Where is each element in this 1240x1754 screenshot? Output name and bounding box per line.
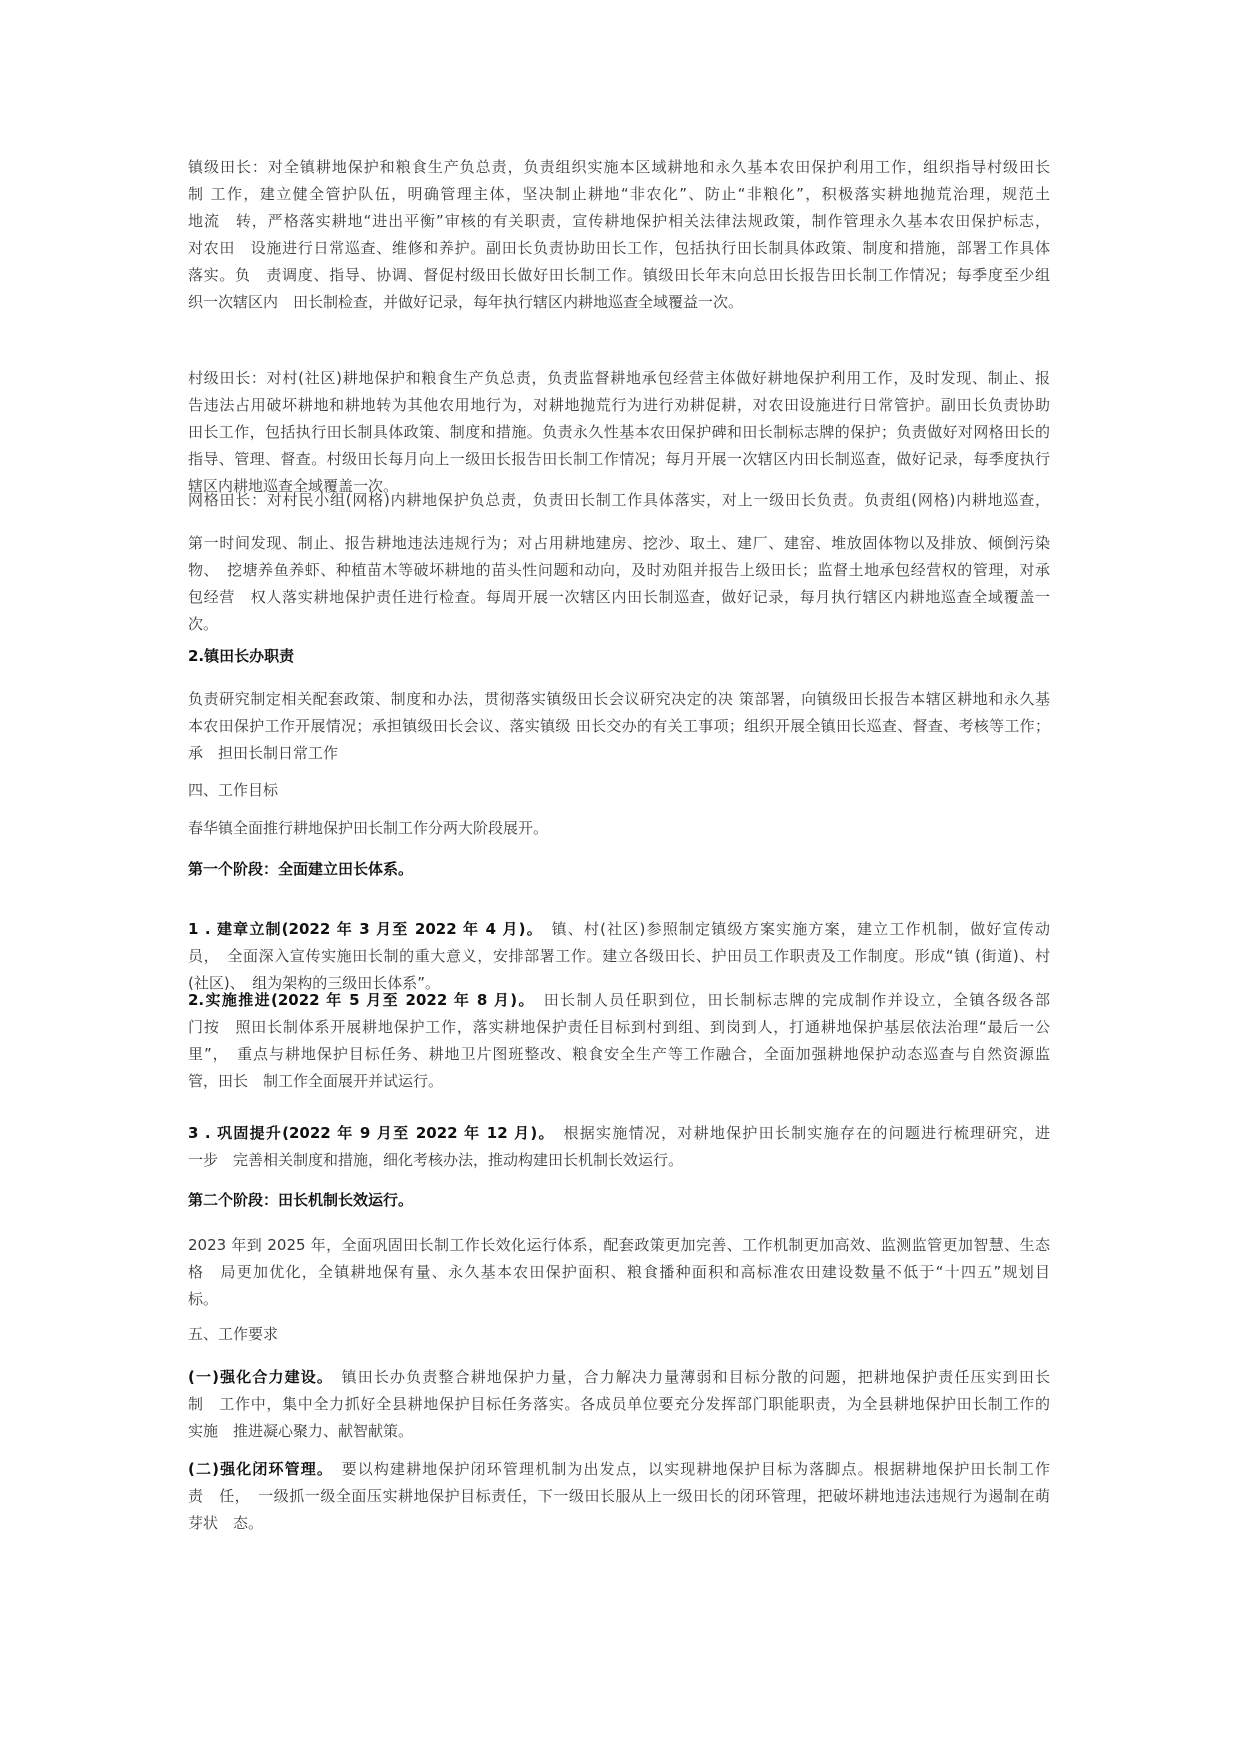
requirement-item-2 (188, 1456, 1050, 1537)
text-line: 春华镇全面推行耕地保护田长制工作分两大阶段展开。 (188, 819, 549, 837)
text-line: 镇级田长：对全镇耕地保护和粮食生产负总责，负责组织实施本区域耕地和永久基本农田保护利用工作，组织指导村级田长 (188, 158, 1050, 176)
town-chief-duties-paragraph (188, 154, 1050, 316)
text-line: 负责研究制定相关配套政策、制度和办法，贯彻落实镇级田长会议研究决定的决 策部署，向镇级田长报告本辖区耕地和永久基 (188, 690, 1050, 708)
item-text: 镇、村(社区)参照制定镇级方案实施方案，建立工作机制，做好宣传动 (551, 920, 1050, 938)
section-heading-requirements (188, 1321, 1050, 1348)
grid-chief-duties-paragraph (188, 487, 1050, 514)
text-line: 门按 照田长制体系开展耕地保护工作，落实耕地保护责任目标到村到组、到岗到人，打通耕地保护基层依法治理“最后一公 (188, 1018, 1050, 1036)
heading-text: 第一个阶段：全面建立田长体系。 (188, 860, 414, 878)
grid-chief-duties-continued (188, 530, 1050, 638)
text-line: 物、 挖塘养鱼养虾、种植苗木等破坏耕地的苗头性问题和动向，及时劝阻并报告上级田长；监督土地承包经营权的管理，对承 (188, 561, 1050, 579)
stage-item-2 (188, 987, 1050, 1095)
item-title: (一)强化合力建设。 (188, 1368, 326, 1386)
stage-two-heading (188, 1187, 1050, 1214)
text-line: 制 工作中，集中全力抓好全县耕地保护目标任务落实。各成员单位要充分发挥部门职能职责，为全县耕地保护田长制工作的 (188, 1395, 1050, 1413)
item-title: 2.实施推进(2022 年 5 月至 2022 年 8 月)。 (188, 991, 528, 1009)
text-line: 对农田 设施进行日常巡查、维修和养护。副田长负责协助田长工作，包括执行田长制具体政策、制度和措施，部署工作具体 (188, 239, 1050, 257)
village-chief-duties-paragraph (188, 365, 1050, 500)
text-line (188, 987, 1050, 1014)
text-line: 本农田保护工作开展情况；承担镇级田长会议、落实镇级 田长交办的有关工事项；组织开展全镇田长巡查、督查、考核等工作； (188, 717, 1050, 735)
item-text: 根据实施情况，对耕地保护田长制实施存在的问题进行梳理研究，进 (563, 1124, 1050, 1142)
text-line: 里”， 重点与耕地保护目标任务、耕地卫片图班整改、粮食安全生产等工作融合，全面加强耕地保护动态巡查与自然资源监 (188, 1045, 1050, 1063)
town-office-duties-paragraph (188, 686, 1050, 767)
section-heading-goals (188, 777, 1050, 804)
heading-text: 四、工作目标 (188, 781, 279, 799)
text-line (188, 1456, 1050, 1483)
goals-intro-paragraph (188, 815, 1050, 842)
text-line: 织一次辖区内 田长制检查，并做好记录，每年执行辖区内耕地巡查全域覆益一次。 (188, 293, 744, 311)
stage-two-paragraph (188, 1232, 1050, 1313)
item-text: 镇田长办负责整合耕地保护力量，合力解决力量薄弱和目标分散的问题，把耕地保护责任压实到田长 (341, 1368, 1050, 1386)
heading-text: 五、工作要求 (188, 1325, 279, 1343)
text-line (188, 916, 1050, 943)
text-line: 告违法占用破坏耕地和耕地转为其他农用地行为，对耕地抛荒行为进行劝耕促耕，对农田设施进行日常管护。副田长负责协助 (188, 396, 1050, 414)
text-line: 田长工作，包括执行田长制具体政策、制度和措施。负责永久性基本农田保护碑和田长制标志牌的保护；负责做好对网格田长的 (188, 423, 1050, 441)
item-title: (二)强化闭环管理。 (188, 1460, 326, 1478)
stage-item-1 (188, 916, 1050, 997)
item-title: 1 . 建章立制(2022 年 3 月至 2022 年 4 月)。 (188, 920, 536, 938)
text-line: 次。 (188, 615, 219, 633)
text-line: 管，田长 制工作全面展开并试运行。 (188, 1072, 444, 1090)
text-line: (社区)、 组为架构的三级田长体系”。 (188, 974, 440, 992)
text-line: 地流 转，严格落实耕地“进出平衡”审核的有关职责，宣传耕地保护相关法律法规政策，制作管理永久基本农田保护标志， (188, 212, 1050, 230)
text-line: 落实。负 责调度、指导、协调、督促村级田长做好田长制工作。镇级田长年末向总田长报告田长制工作情况；每季度至少组 (188, 266, 1050, 284)
text-line: 辖区内耕地巡查全域覆盖一次。 (188, 477, 399, 495)
text-line: 指导、管理、督查。村级田长每月向上一级田长报告田长制工作情况；每月开展一次辖区内田长制巡查，做好记录，每季度执行 (188, 450, 1050, 468)
item-text: 田长制人员任职到位，田长制标志牌的完成制作并设立，全镇各级各部 (543, 991, 1050, 1009)
text-line: 格 局更加优化，全镇耕地保有量、永久基本农田保护面积、粮食播种面积和高标准农田建设数量不低于“十四五”规划目 (188, 1263, 1050, 1281)
heading-text: 2.镇田长办职责 (188, 647, 295, 665)
heading-text: 第二个阶段：田长机制长效运行。 (188, 1191, 414, 1209)
requirement-item-1 (188, 1364, 1050, 1445)
text-line: 实施 推进凝心聚力、献智献策。 (188, 1422, 414, 1440)
text-line: 网格田长：对村民小组(网格)内耕地保护负总责，负责田长制工作具体落实，对上一级田长负责。负责组(网格)内耕地巡查， (188, 491, 1050, 509)
text-line: 承 担田长制日常工作 (188, 744, 339, 762)
text-line: 2023 年到 2025 年，全面巩固田长制工作长效化运行体系，配套政策更加完善、工作机制更加高效、监测监管更加智慧、生态 (188, 1236, 1050, 1254)
text-line: 员， 全面深入宣传实施田长制的重大意义，安排部署工作。建立各级田长、护田员工作职责及工作制度。形成“镇 (街道)、村 (188, 947, 1050, 965)
text-line: 包经营 权人落实耕地保护责任进行检查。每周开展一次辖区内田长制巡查，做好记录，每月执行辖区内耕地巡查全域覆盖一 (188, 588, 1050, 606)
text-line (188, 1364, 1050, 1391)
text-line (188, 1120, 1050, 1147)
item-title: 3 . 巩固提升(2022 年 9 月至 2022 年 12 月)。 (188, 1124, 548, 1142)
text-line: 一步 完善相关制度和措施，细化考核办法，推动构建田长机制长效运行。 (188, 1151, 684, 1169)
text-line: 责 任， 一级抓一级全面压实耕地保护目标责任，下一级田长服从上一级田长的闭环管理，把破坏耕地违法违规行为遏制在萌 (188, 1487, 1050, 1505)
stage-item-3 (188, 1120, 1050, 1174)
text-line: 制 工作，建立健全管护队伍，明确管理主体，坚决制止耕地“非农化”、防止“非粮化”，积极落实耕地抛荒治理，规范土 (188, 185, 1050, 203)
text-line: 芽状 态。 (188, 1514, 264, 1532)
text-line: 第一时间发现、制止、报告耕地违法违规行为；对占用耕地建房、挖沙、取土、建厂、建窑、堆放固体物以及排放、倾倒污染 (188, 534, 1050, 552)
text-line: 村级田长：对村(社区)耕地保护和粮食生产负总责，负责监督耕地承包经营主体做好耕地保护利用工作，及时发现、制止、报 (188, 369, 1050, 387)
item-text: 要以构建耕地保护闭环管理机制为出发点，以实现耕地保护目标为落脚点。根据耕地保护田长制工作 (341, 1460, 1050, 1478)
text-line: 标。 (188, 1290, 219, 1308)
section-heading-town-office (188, 643, 1050, 670)
stage-one-heading (188, 856, 1050, 883)
